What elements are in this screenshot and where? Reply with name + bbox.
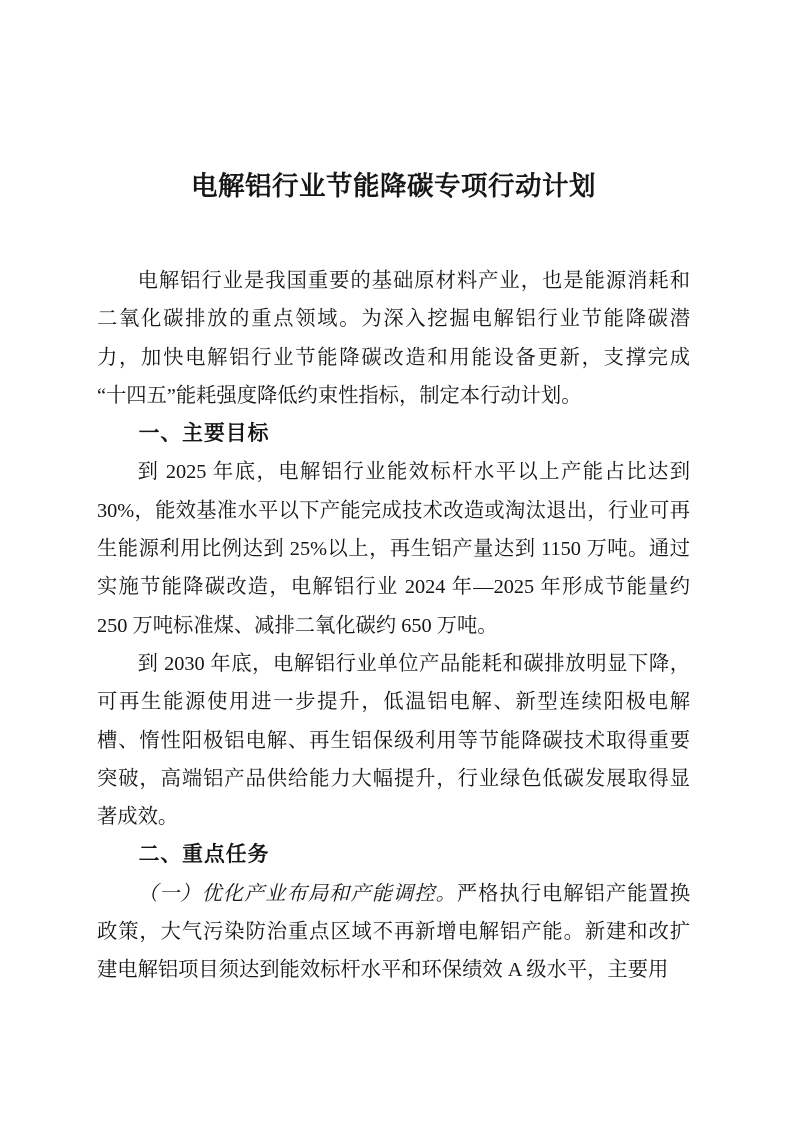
goals-2030-line: 突破，高端铝产品供给能力大幅提升，行业绿色低碳发展取得显 xyxy=(97,767,690,790)
goals-2025-line: 实施节能降碳改造，电解铝行业 2024 年—2025 年形成节能量约 xyxy=(97,576,690,599)
intro-paragraph-line: “十四五”能耗强度降低约束性指标，制定本行动计划。 xyxy=(97,384,582,407)
task-1-line: 建电解铝项目须达到能效标杆水平和环保绩效 A 级水平，主要用 xyxy=(97,959,669,982)
task-1-line xyxy=(97,875,690,913)
intro-paragraph-line: 二氧化碳排放的重点领域。为深入挖掘电解铝行业节能降碳潜 xyxy=(97,308,690,331)
document-title: 电解铝行业节能降碳专项行动计划 xyxy=(191,171,596,201)
goals-2025-line: 到 2025 年底，电解铝行业能效标杆水平以上产能占比达到 xyxy=(137,461,690,484)
goals-2030-line: 到 2030 年底，电解铝行业单位产品能耗和碳排放明显下降， xyxy=(137,652,690,675)
intro-paragraph-line: 电解铝行业是我国重要的基础原材料产业，也是能源消耗和 xyxy=(137,270,690,292)
goals-2030-line: 槽、惰性阳极铝电解、再生铝保级利用等节能降碳技术取得重要 xyxy=(97,729,690,752)
task-1-text: 严格执行电解铝产能置换 xyxy=(456,882,690,905)
document-body xyxy=(97,262,690,990)
intro-paragraph-line: 力，加快电解铝行业节能降碳改造和用能设备更新，支撑完成 xyxy=(97,346,690,369)
goals-2025-line: 250 万吨标准煤、减排二氧化碳约 650 万吨。 xyxy=(97,614,498,637)
goals-2030-line: 著成效。 xyxy=(97,806,179,829)
goals-2025-line: 30%，能效基准水平以下产能完成技术改造或淘汰退出，行业可再 xyxy=(97,499,690,522)
section-heading-main-goals: 一、主要目标 xyxy=(138,422,270,446)
task-1-line: 政策，大气污染防治重点区域不再新增电解铝产能。新建和改扩 xyxy=(97,921,690,944)
goals-2025-line: 生能源利用比例达到 25%以上，再生铝产量达到 1150 万吨。通过 xyxy=(97,538,690,561)
task-1-subsection-title: （一）优化产业布局和产能调控。 xyxy=(137,882,457,905)
section-heading-key-tasks: 二、重点任务 xyxy=(138,843,270,867)
goals-2030-line: 可再生能源使用进一步提升，低温铝电解、新型连续阳极电解 xyxy=(97,691,690,714)
